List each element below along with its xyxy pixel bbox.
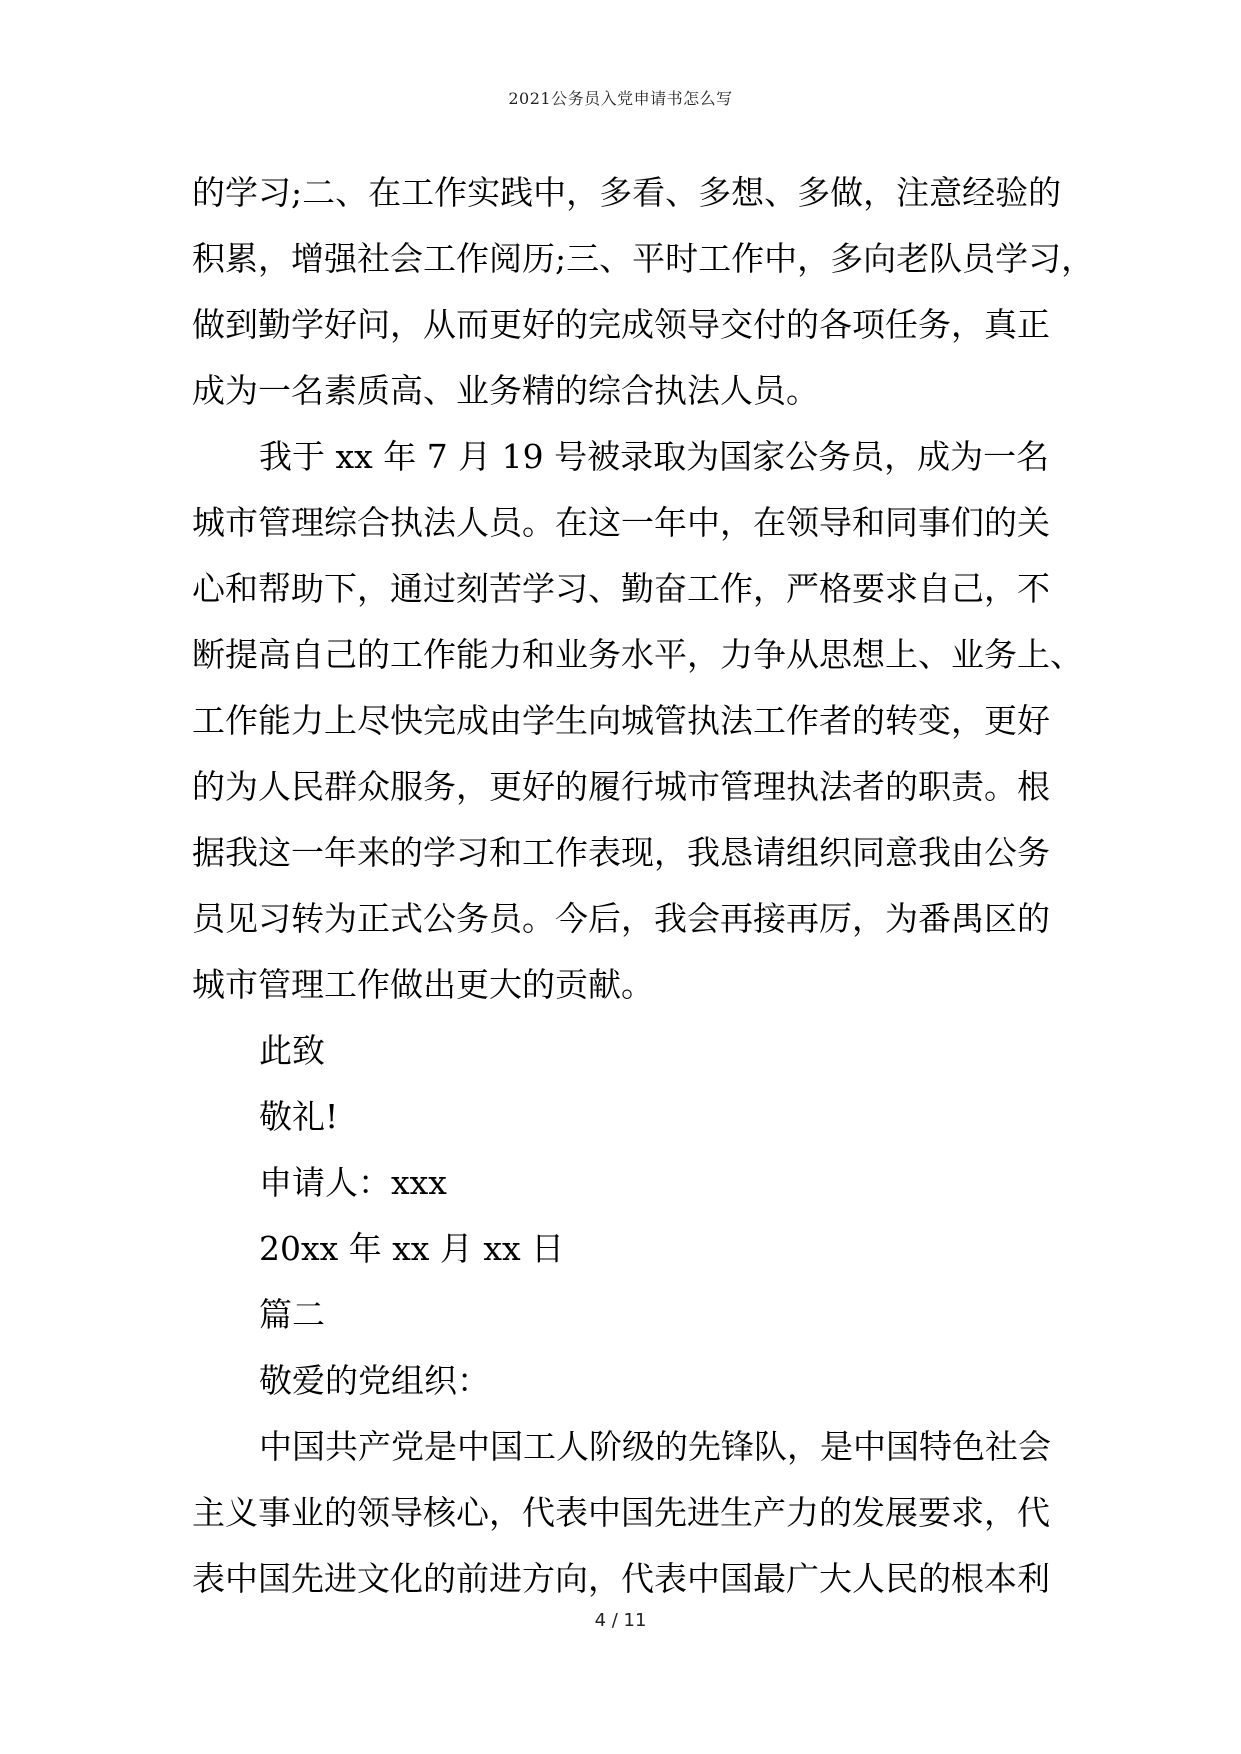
body-line: 中国共产党是中国工人阶级的先锋队，是中国特色社会 <box>259 1427 1051 1466</box>
closing-salutation: 此致 <box>259 1031 325 1070</box>
body-line: 据我这一年来的学习和工作表现，我恳请组织同意我由公务 <box>192 833 1050 872</box>
body-line: 断提高自己的工作能力和业务水平，力争从思想上、业务上、 <box>192 635 1083 674</box>
body-line: 心和帮助下，通过刻苦学习、勤奋工作，严格要求自己，不 <box>192 569 1050 608</box>
section-heading: 篇二 <box>259 1295 325 1334</box>
page-number: 4 / 11 <box>594 1610 647 1631</box>
body-line: 积累，增强社会工作阅历;三、平时工作中，多向老队员学习， <box>192 239 1095 278</box>
body-line: 的学习;二、在工作实践中，多看、多想、多做，注意经验的 <box>192 173 1062 212</box>
letter-greeting: 敬爱的党组织： <box>259 1361 490 1400</box>
body-line: 城市管理综合执法人员。在这一年中，在领导和同事们的关 <box>192 503 1050 542</box>
document-body <box>192 160 1095 1612</box>
body-line: 成为一名素质高、业务精的综合执法人员。 <box>192 371 819 410</box>
body-line: 员见习转为正式公务员。今后，我会再接再厉，为番禺区的 <box>192 899 1050 938</box>
body-line: 表中国先进文化的前进方向，代表中国最广大人民的根本利 <box>192 1559 1050 1598</box>
body-line: 主义事业的领导核心，代表中国先进生产力的发展要求，代 <box>192 1493 1050 1532</box>
body-line: 我于 xx 年 7 月 19 号被录取为国家公务员，成为一名 <box>259 437 1050 476</box>
body-line: 的为人民群众服务，更好的履行城市管理执法者的职责。根 <box>192 767 1050 806</box>
body-line: 做到勤学好问，从而更好的完成领导交付的各项任务，真正 <box>192 305 1050 344</box>
applicant-name: 申请人：xxx <box>259 1163 447 1202</box>
running-header: 2021公务员入党申请书怎么写 <box>508 89 733 108</box>
closing-regards: 敬礼! <box>259 1097 339 1136</box>
body-line: 工作能力上尽快完成由学生向城管执法工作者的转变，更好 <box>192 701 1050 740</box>
body-line: 城市管理工作做出更大的贡献。 <box>192 965 654 1004</box>
signature-date: 20xx 年 xx 月 xx 日 <box>259 1229 565 1268</box>
